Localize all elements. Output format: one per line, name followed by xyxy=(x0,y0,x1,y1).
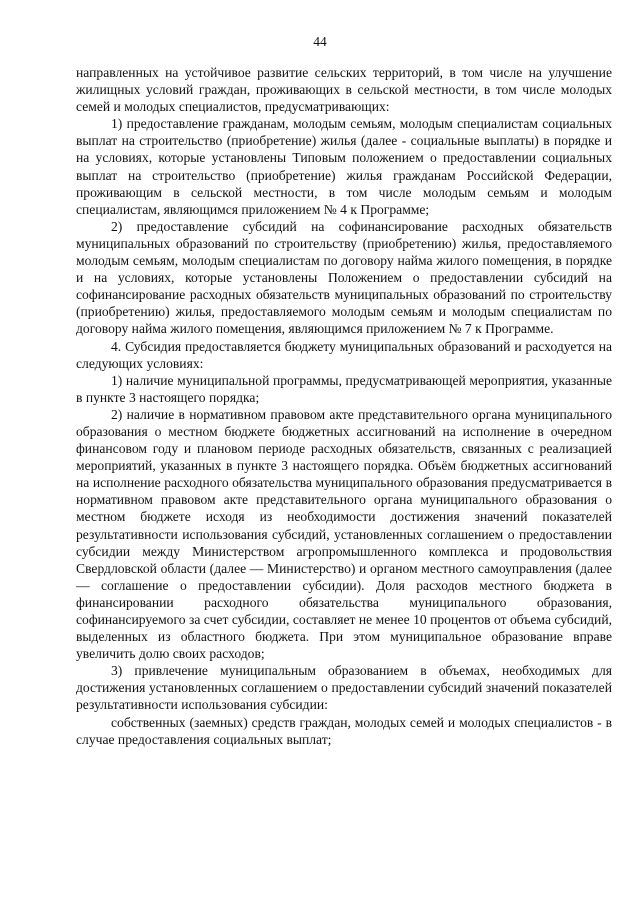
paragraph-own-funds: собственных (заемных) средств граждан, молодых семей и молодых специалистов - в случае предоставления социальных выплат; xyxy=(76,714,612,747)
paragraph-clause-4: 4. Субсидия предоставляется бюджету муниципальных образований и расходуется на следующих условиях: xyxy=(76,338,612,371)
paragraph-condition-3: 3) привлечение муниципальным образованием в объемах, необходимых для достижения установленных соглашением о предоставлении субсидий значений показателей результативности использования субсидии: xyxy=(76,663,612,713)
paragraph-item-2-subsidies: 2) предоставление субсидий на софинансирование расходных обязательств муниципальных образований по строительству (приобретению) жилья, предоставляемого молодым семьям, молодым специалистам по договору найма жилого помещения, в порядке и на условиях, которые установлены Положением о предоставлении субсидий на софинансирование расходных обязательств муниципальных образований по строительству (приобретению) жилья, предоставляемого молодым семьям и молодым специалистам по договору найма жилого помещения, являющимся приложением № 7 к Программе. xyxy=(76,218,612,337)
document-body xyxy=(76,64,612,748)
paragraph-condition-1: 1) наличие муниципальной программы, предусматривающей мероприятия, указанные в пункте 3 настоящего порядка; xyxy=(76,372,612,405)
paragraph-item-1-social-payments: 1) предоставление гражданам, молодым семьям, молодым специалистам социальных выплат на строительство (приобретение) жилья (далее - социальные выплаты) в порядке и на условиях, которые установлены Типовым положением о предоставлении социальных выплат на строительство (приобретение) жилья гражданам Российской Федерации, проживающим в сельской местности, в том числе молодым семьям и молодым специалистам, являющимся приложением № 4 к Программе; xyxy=(76,116,612,217)
paragraph-continuation: направленных на устойчивое развитие сельских территорий, в том числе на улучшение жилищных условий граждан, проживающих в сельской местности, в том числе молодых семей и молодых специалистов, предусматривающих: xyxy=(76,65,612,115)
page-number: 44 xyxy=(313,34,327,49)
paragraph-condition-2: 2) наличие в нормативном правовом акте представительного органа муниципального образования о местном бюджете бюджетных ассигнований на исполнение в очередном финансовом году и плановом периоде расходных обязательств, связанных с реализацией мероприятий, указанных в пункте 3 настоящего порядка. Объём бюджетных ассигнований на исполнение расходного обязательства муниципального образования предусматривается в нормативном правовом акте представительного органа муниципального образования о местном бюджете исходя из необходимости достижения значений показателей результативности использования субсидий, установленных соглашением о предоставлении субсидии между Министерством агропромышленного комплекса и продовольствия Свердловской области (далее — Министерство) и органом местного самоуправления (далее — соглашение о предоставлении субсидии). Доля расходов местного бюджета в финансировании расходного обязательства муниципального образования, софинансируемого за счет субсидии, составляет не менее 10 процентов от объема субсидий, выделенных из областного бюджета. При этом муниципальное образование вправе увеличить долю своих расходов; xyxy=(76,406,612,662)
